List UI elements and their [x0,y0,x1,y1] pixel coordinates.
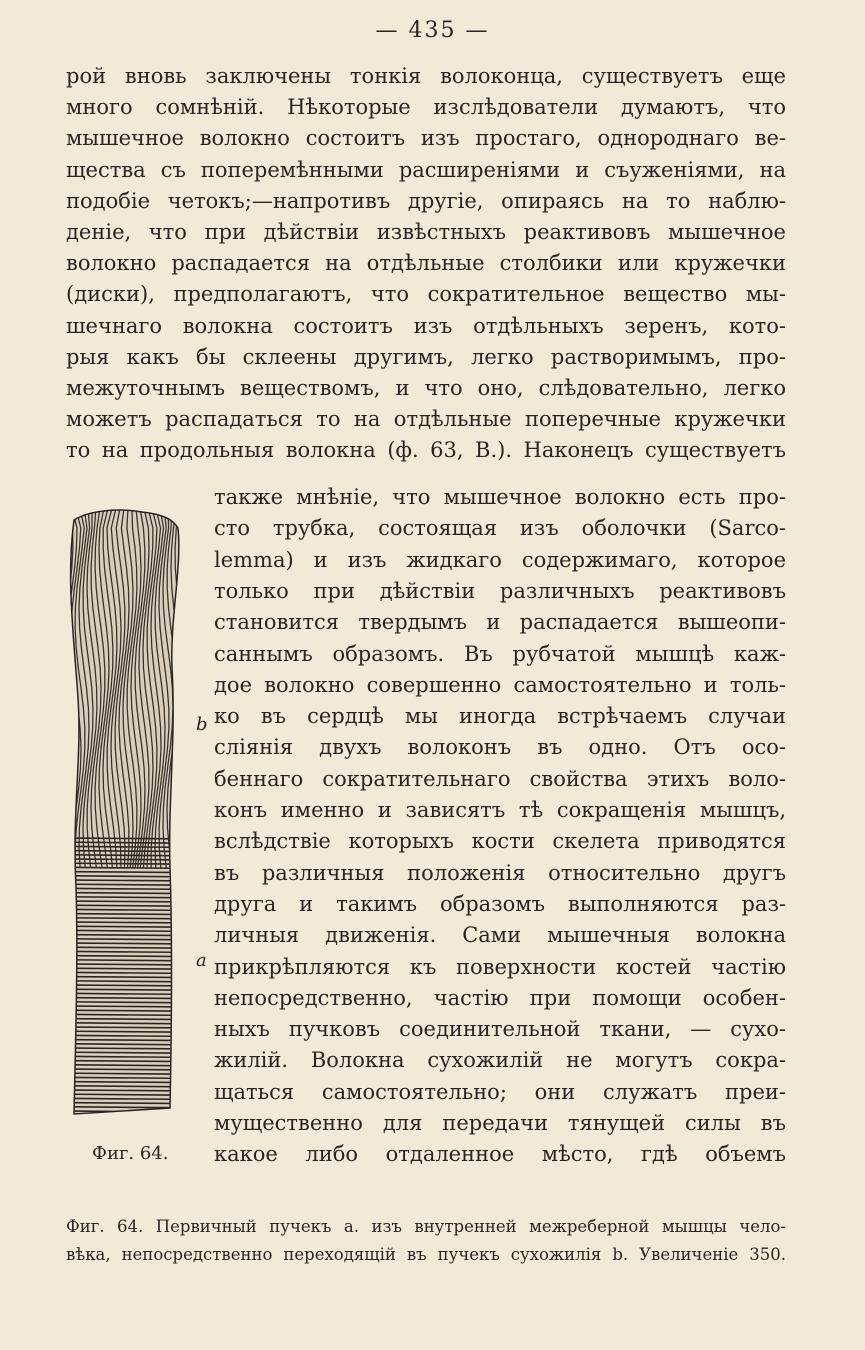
figure-letter-a: a [196,950,207,971]
text-line: рой вновь заключены тонкія волоконца, существуетъ еще [66,64,786,88]
text-line: беннаго сократительнаго свойства этихъ воло- [214,766,786,791]
text-line: щаться самостоятельно; они служатъ преи- [214,1079,786,1104]
text-line: мущественно для передачи тянущей силы въ [214,1111,786,1135]
figure-label: Фиг. 64. [92,1143,169,1164]
text-line: можетъ распадаться то на отдѣльные поперечные кружечки [66,407,786,432]
text-line: мышечное волокно состоитъ изъ простаго, однороднаго ве- [66,126,786,151]
text-line: жилій. Волокна сухожилій не могутъ сокра- [214,1048,786,1073]
text-line: то на продольныя волокна (ф. 63, B.). Наконецъ существуетъ [66,438,786,463]
text-line: рыя какъ бы склеены другимъ, легко растворимымъ, про- [66,344,786,369]
text-line: шечнаго волокна состоитъ изъ отдѣльныхъ зеренъ, кото- [66,313,786,338]
text-line: деніе, что при дѣйствіи извѣстныхъ реактивовъ мышечное [66,220,786,244]
text-line: дое волокно совершенно самостоятельно и толь- [214,672,786,697]
figure-letter-b: b [196,714,208,735]
text-line: ко въ сердцѣ мы иногда встрѣчаемъ случаи [214,704,786,729]
muscle-fiber-figure [60,508,200,1128]
text-line: только при дѣйствіи различныхъ реактивовъ [214,578,786,603]
text-line: слiянiя двухъ волоконъ въ одно. Отъ осо- [214,735,786,760]
text-line: друга и такимъ образомъ выполняются раз- [214,891,786,916]
caption-line-1: Фиг. 64. Первичный пучекъ a. изъ внутренней межреберной мышцы чело- [66,1217,786,1236]
text-line: саннымъ образомъ. Въ рубчатой мышцѣ каж- [214,641,786,666]
text-line: также мнѣніе, что мышечное волокно есть про- [214,485,786,509]
text-line: сто трубка, состоящая изъ оболочки (Sarco- [214,516,786,541]
text-line: становится твердымъ и распадается вышеопи- [214,610,786,635]
text-line: въ различныя положенія относительно другъ [214,860,786,885]
text-line: вслѣдствіе которыхъ кости скелета приводятся [214,829,786,854]
text-line: какое либо отдаленное мѣсто, гдѣ объемъ [214,1142,786,1167]
text-line: непосредственно, частію при помощи особен- [214,985,786,1010]
text-line: межуточнымъ веществомъ, и что оно, слѣдовательно, легко [66,376,786,400]
caption-line-2: вѣка, непосредственно переходящій въ пучекъ сухожилія b. Увеличеніе 350. [66,1245,786,1264]
text-line: ныхъ пучковъ соединительной ткани, — сухо- [214,1017,786,1042]
text-line: (диски), предполагаютъ, что сократительное вещество мы- [66,282,786,307]
text-line: много сомнѣній. Нѣкоторые изслѣдователи думаютъ, что [66,95,786,120]
text-line: подобіе четокъ;—напротивъ другіе, опираясь на то наблю- [66,188,786,213]
text-line: волокно распадается на отдѣльные столбики или кружечки [66,251,786,276]
text-line: щества съ поперемѣнными расширеніями и съуженіями, на [66,157,786,182]
text-line: конъ именно и зависятъ тѣ сокращенія мышцъ, [214,798,786,822]
page-number: — 435 — [375,18,490,43]
text-line: личныя движенія. Сами мышечныя волокна [214,923,786,948]
text-line: lemma) и изъ жидкаго содержимаго, которое [214,547,786,572]
text-line: прикрѣпляются къ поверхности костей частію [214,954,786,979]
